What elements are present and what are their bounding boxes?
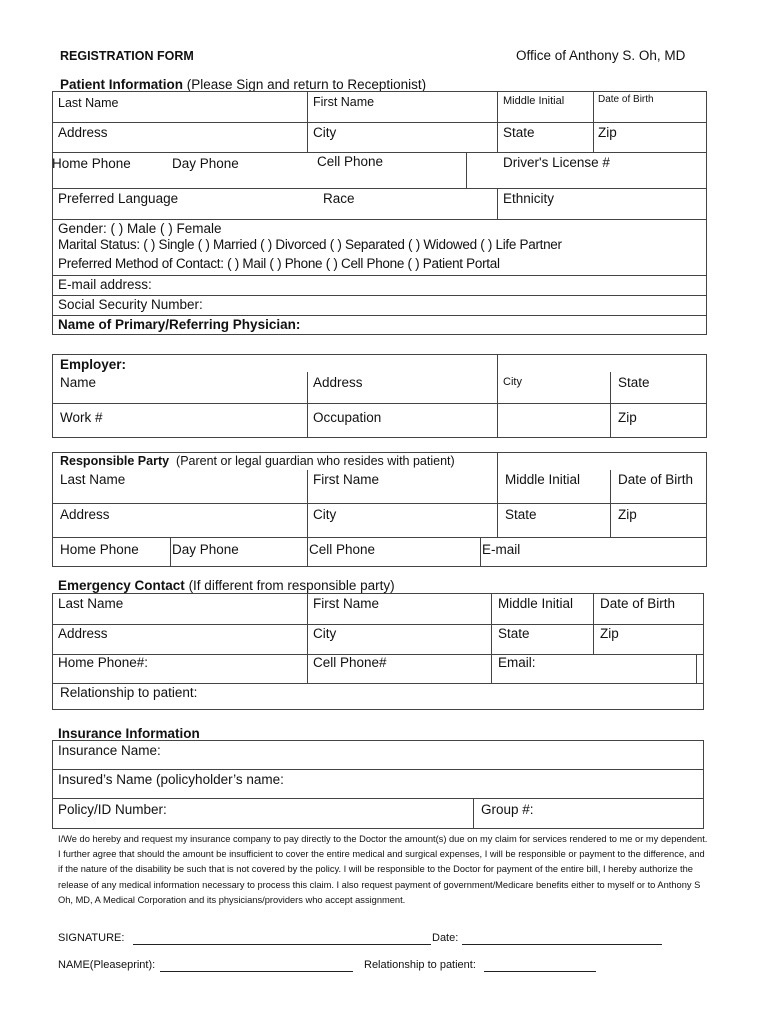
employer-address-field[interactable]: Address (313, 375, 363, 390)
employer-occupation-field[interactable]: Occupation (313, 410, 382, 425)
emergency-email-field[interactable]: Email: (498, 655, 536, 670)
responsible-cell-phone-field[interactable]: Cell Phone (309, 542, 376, 557)
patient-ethnicity-field[interactable]: Ethnicity (503, 191, 555, 206)
patient-language-field[interactable]: Preferred Language (58, 191, 179, 206)
emergency-middle-initial-field[interactable]: Middle Initial (498, 596, 574, 611)
policy-id-field[interactable]: Policy/ID Number: (58, 802, 167, 817)
employer-name-field[interactable]: Name (60, 375, 97, 390)
responsible-first-name-field[interactable]: First Name (313, 472, 380, 487)
signer-relationship-label: Relationship to patient: (364, 959, 476, 971)
patient-drivers-license-field[interactable]: Driver's License # (503, 155, 610, 170)
insurance-name-field[interactable]: Insurance Name: (58, 743, 161, 758)
emergency-heading (58, 579, 395, 593)
patient-cell-phone-field[interactable]: Cell Phone (317, 154, 384, 169)
responsible-address-field[interactable]: Address (60, 507, 110, 522)
employer-work-phone-field[interactable]: Work # (60, 410, 103, 425)
signature-line[interactable] (133, 944, 431, 945)
date-line[interactable] (462, 944, 662, 945)
emergency-relationship-field[interactable]: Relationship to patient: (60, 685, 198, 700)
emergency-note: (If different from responsible party) (188, 578, 395, 593)
patient-section-title: Patient Information (60, 77, 184, 92)
insurance-title: Insurance Information (58, 726, 200, 741)
form-title: REGISTRATION FORM (60, 49, 194, 63)
emergency-address-field[interactable]: Address (58, 626, 108, 641)
contact-method-options[interactable]: Preferred Method of Contact: ( ) Mail ( ) Phone ( ) Cell Phone ( ) Patient Portal (58, 256, 500, 271)
emergency-dob-field[interactable]: Date of Birth (600, 596, 676, 611)
responsible-middle-initial-field[interactable]: Middle Initial (505, 472, 581, 487)
employer-city-field[interactable]: City (503, 376, 522, 388)
patient-home-phone-field[interactable]: Home Phone (52, 156, 131, 171)
signature-label: SIGNATURE: (58, 932, 125, 944)
responsible-email-field[interactable]: E-mail (482, 542, 521, 557)
insured-name-field[interactable]: Insured’s Name (policyholder’s name: (58, 772, 284, 787)
patient-address-field[interactable]: Address (58, 125, 108, 140)
patient-middle-initial-field[interactable]: Middle Initial (503, 95, 565, 107)
group-number-field[interactable]: Group #: (481, 802, 534, 817)
emergency-last-name-field[interactable]: Last Name (58, 596, 124, 611)
print-name-label: NAME(Pleaseprint): (58, 959, 156, 971)
emergency-zip-field[interactable]: Zip (600, 626, 619, 641)
responsible-note: (Parent or legal guardian who resides with patient) (176, 454, 455, 468)
office-name: Office of Anthony S. Oh, MD (516, 48, 686, 63)
responsible-party-box (52, 452, 707, 567)
patient-last-name-field[interactable]: Last Name (58, 96, 119, 110)
emergency-city-field[interactable]: City (313, 626, 337, 641)
employer-title: Employer: (60, 357, 127, 372)
responsible-title: Responsible Party (60, 454, 170, 468)
employer-state-field[interactable]: State (618, 375, 650, 390)
signer-relationship-line[interactable] (484, 971, 596, 972)
patient-first-name-field[interactable]: First Name (313, 95, 375, 109)
responsible-state-field[interactable]: State (505, 507, 537, 522)
responsible-last-name-field[interactable]: Last Name (60, 472, 126, 487)
patient-dob-field[interactable]: Date of Birth (598, 94, 654, 105)
patient-day-phone-field[interactable]: Day Phone (172, 156, 239, 171)
patient-zip-field[interactable]: Zip (598, 125, 617, 140)
patient-city-field[interactable]: City (313, 125, 337, 140)
patient-ssn-field[interactable]: Social Security Number: (58, 297, 203, 312)
employer-box (52, 354, 707, 438)
responsible-city-field[interactable]: City (313, 507, 337, 522)
emergency-first-name-field[interactable]: First Name (313, 596, 380, 611)
responsible-dob-field[interactable]: Date of Birth (618, 472, 694, 487)
referring-physician-field[interactable]: Name of Primary/Referring Physician: (58, 317, 301, 332)
gender-options[interactable]: Gender: ( ) Male ( ) Female (58, 221, 222, 236)
emergency-title: Emergency Contact (58, 578, 185, 593)
emergency-state-field[interactable]: State (498, 626, 530, 641)
emergency-cell-phone-field[interactable]: Cell Phone# (313, 655, 387, 670)
emergency-home-phone-field[interactable]: Home Phone#: (58, 655, 149, 670)
responsible-heading (60, 455, 455, 468)
marital-status-options[interactable]: Marital Status: ( ) Single ( ) Married ( ) Divorced ( ) Separated ( ) Widowed ( ) Life Partner (58, 237, 562, 252)
print-name-line[interactable] (160, 971, 353, 972)
patient-email-field[interactable]: E-mail address: (58, 277, 152, 292)
responsible-day-phone-field[interactable]: Day Phone (172, 542, 239, 557)
employer-zip-field[interactable]: Zip (618, 410, 637, 425)
patient-state-field[interactable]: State (503, 125, 535, 140)
patient-section-note: (Please Sign and return to Receptionist) (186, 77, 427, 92)
patient-section-heading (60, 78, 426, 92)
patient-race-field[interactable]: Race (323, 191, 355, 206)
responsible-home-phone-field[interactable]: Home Phone (60, 542, 139, 557)
date-label: Date: (432, 932, 459, 944)
authorization-disclaimer: I/We do hereby and request my insurance company to pay directly to the Doctor the amount(s) due on my claim for services rendered to me or my dependent. I further agree that should the amount be insufficient to cover the entire medical and surgical expenses, I will be responsible or payment to the difference, and if the nature of the disability be such that is not covered by the policy. I will be responsible to the Doctor for payment of the entire bill, I hereby authorize the release of any medical information necessary to process this claim. I also request payment of government/Medicare benefits either to myself or to Anthony S Oh, MD, A Medical Corporation and its physicians/providers who accept assignment. (58, 834, 708, 905)
responsible-zip-field[interactable]: Zip (618, 507, 637, 522)
